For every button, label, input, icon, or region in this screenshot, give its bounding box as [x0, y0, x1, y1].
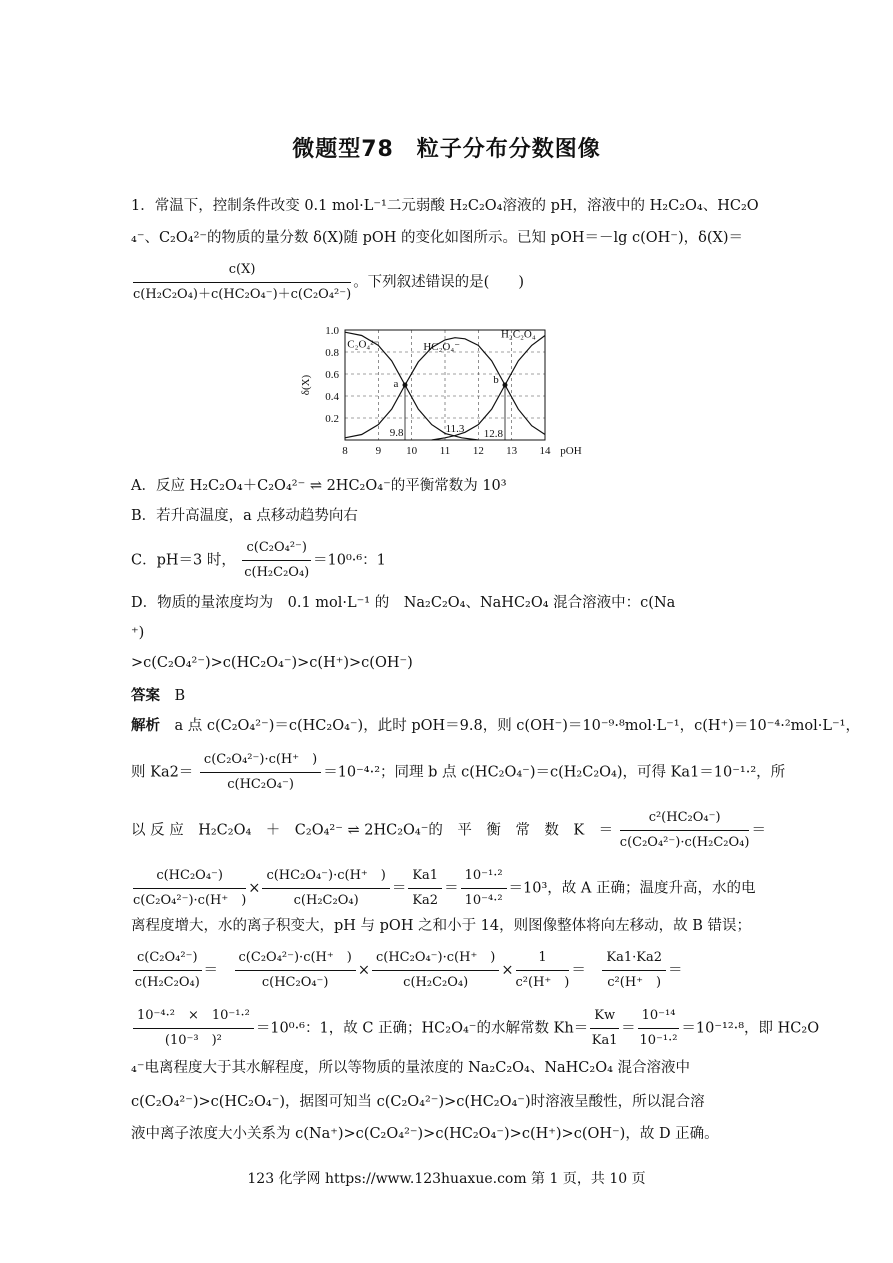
answer-label: 答案 — [131, 688, 160, 704]
analysis-text-1: a 点 c(C₂O₄²⁻)＝c(HC₂O₄⁻)，此时 pOH＝9.8，则 c(OH⁻)＝10⁻⁹·⁸mol·L⁻¹，c(H⁺)＝10⁻⁴·²mol·L⁻¹， — [174, 718, 860, 734]
option-c-suffix: ＝10⁰·⁶：1 — [313, 552, 386, 569]
analysis-line-5: 离程度增大，水的离子积变大，pH 与 pOH 之和小于 14，则图像整体将向左移动，故 B 错误； — [131, 918, 751, 934]
l7-f3-num: 10⁻¹⁴ — [638, 1006, 680, 1029]
equals-sign-2: ＝ — [444, 880, 459, 897]
y-tick-label: 0.8 — [325, 347, 339, 359]
l4-f2-den: c(H₂C₂O₄) — [293, 893, 359, 908]
x-tick-label: 12 — [472, 445, 484, 457]
l7-suffix: ＝10⁻¹²·⁸，即 HC₂O — [681, 1020, 820, 1037]
l4-suffix: ＝10³，故 A 正确；温度升高，水的电 — [508, 880, 756, 897]
x-tick-label: 10 — [406, 445, 418, 457]
annot-9-8: 9.8 — [389, 427, 404, 439]
k-prefix: 以 反 应 H₂C₂O₄ ＋ C₂O₄²⁻ ⇌ 2HC₂O₄⁻的 平 衡 常 数 K ＝ — [131, 822, 614, 839]
analysis-line-7 — [131, 1006, 819, 1051]
analysis-line-4 — [131, 866, 756, 911]
l6-eq-2: ＝ — [571, 962, 586, 979]
l4-frac-3 — [408, 866, 442, 911]
page-title: 微题型78 粒子分布分数图像 — [292, 137, 601, 162]
analysis-line-9: c(C₂O₄²⁻)>c(HC₂O₄⁻)，据图可知当 c(C₂O₄²⁻)>c(HC₂O₄⁻)时溶液呈酸性，所以混合溶 — [131, 1094, 705, 1110]
point-b-label: b — [493, 374, 499, 386]
l6-frac-1 — [133, 948, 202, 993]
option-d-line-3: >c(C₂O₄²⁻)>c(HC₂O₄⁻)>c(H⁺)>c(OH⁻) — [131, 655, 413, 671]
ka2-suffix: ＝10⁻⁴·²；同理 b 点 c(HC₂O₄⁻)＝c(H₂C₂O₄)，可得 Ka1＝10⁻¹·²，所 — [323, 764, 786, 781]
equals-sign: ＝ — [391, 880, 407, 897]
l6-f5-den: c²(H⁺ ) — [607, 975, 662, 990]
series-label-h2c2o4: H₂C₂O₄ — [500, 328, 536, 341]
l4-f1-den: c(C₂O₄²⁻)·c(H⁺ ) — [133, 893, 247, 908]
l4-f4-den: 10⁻⁴·² — [464, 893, 503, 908]
answer — [131, 686, 185, 706]
y-tick-label: 0.2 — [325, 413, 339, 425]
y-tick-label: 1.0 — [325, 325, 339, 337]
option-d-line-2: ⁺) — [131, 625, 145, 641]
delta-denominator: c(H₂C₂O₄)＋c(HC₂O₄⁻)＋c(C₂O₄²⁻) — [133, 287, 352, 302]
times-sign: × — [248, 880, 261, 897]
option-d-line-1: D．物质的量浓度均为 0.1 mol·L⁻¹ 的 Na₂C₂O₄、NaHC₂O₄ 混合溶液中：c(Na — [131, 595, 676, 611]
l6-frac-4 — [516, 948, 570, 993]
analysis-label: 解析 — [131, 718, 160, 734]
delta-fraction — [133, 260, 351, 305]
l6-eq-1: ＝ — [203, 962, 219, 979]
l6-frac-3 — [372, 948, 499, 993]
k-fraction — [620, 808, 750, 853]
x-axis-label: pOH — [560, 445, 582, 457]
l4-f2-num: c(HC₂O₄⁻)·c(H⁺ ) — [262, 866, 389, 889]
x-tick-label: 13 — [506, 445, 518, 457]
l6-f1-den: c(H₂C₂O₄) — [134, 975, 200, 990]
k-num: c²(HC₂O₄⁻) — [620, 808, 750, 831]
analysis-line-8: ₄⁻电离程度大于其水解程度，所以等物质的量浓度的 Na₂C₂O₄、NaHC₂O₄ 混合溶液中 — [131, 1060, 691, 1076]
l6-f2-num: c(C₂O₄²⁻)·c(H⁺ ) — [235, 948, 356, 971]
point-a-label: a — [393, 378, 399, 390]
l6-f2-den: c(HC₂O₄⁻) — [261, 975, 329, 990]
ka2-den: c(HC₂O₄⁻) — [227, 777, 294, 792]
option-c-fraction — [242, 538, 311, 583]
l6-f4-num: 1 — [516, 948, 570, 971]
question-line-3 — [131, 260, 524, 305]
l6-times-1: × — [357, 962, 370, 979]
answer-value: B — [174, 688, 186, 704]
x-tick-label: 11 — [439, 445, 451, 457]
l6-f1-num: c(C₂O₄²⁻) — [133, 948, 202, 971]
l6-times-2: × — [501, 962, 514, 979]
l7-eq: ＝ — [621, 1020, 636, 1037]
option-c — [131, 538, 386, 583]
y-tick-label: 0.6 — [325, 369, 339, 381]
analysis-line-6 — [131, 948, 682, 993]
question-line-1: 1．常温下，控制条件改变 0.1 mol·L⁻¹二元弱酸 H₂C₂O₄溶液的 pH，溶液中的 H₂C₂O₄、HC₂O — [131, 198, 759, 214]
l7-mid: ＝10⁰·⁶：1，故 C 正确；HC₂O₄⁻的水解常数 Kh＝ — [255, 1020, 589, 1037]
annot-11-3: 11.3 — [445, 423, 465, 435]
ka2-prefix: 则 Ka2＝ — [131, 764, 194, 781]
series-label-c2o4: C₂O₄²⁻ — [347, 338, 380, 351]
delta-numerator: c(X) — [133, 260, 351, 283]
option-a: A．反应 H₂C₂O₄＋C₂O₄²⁻ ⇌ 2HC₂O₄⁻的平衡常数为 10³ — [131, 478, 507, 494]
l6-f5-num: Ka1·Ka2 — [602, 948, 666, 971]
l4-f3-num: Ka1 — [408, 866, 442, 889]
l4-frac-1 — [133, 866, 246, 911]
ka2-num: c(C₂O₄²⁻)·c(H⁺ ) — [200, 750, 321, 773]
l7-f3-den: 10⁻¹·² — [639, 1033, 678, 1048]
analysis-line-1 — [131, 716, 860, 736]
option-c-prefix: C．pH＝3 时， — [131, 552, 236, 569]
l6-f3-num: c(HC₂O₄⁻)·c(H⁺ ) — [372, 948, 499, 971]
k-suffix: ＝ — [751, 822, 766, 839]
analysis-line-2 — [131, 750, 785, 795]
l4-frac-2 — [262, 866, 389, 911]
l7-f1-num: 10⁻⁴·² × 10⁻¹·² — [133, 1006, 254, 1029]
l7-frac-3 — [638, 1006, 680, 1051]
analysis-line-10: 液中离子浓度大小关系为 c(Na⁺)>c(C₂O₄²⁻)>c(HC₂O₄⁻)>c(H⁺)>c(OH⁻)，故 D 正确。 — [131, 1126, 719, 1142]
l6-f3-den: c(H₂C₂O₄) — [403, 975, 469, 990]
l4-f4-num: 10⁻¹·² — [461, 866, 507, 889]
y-axis-label: δ(X) — [300, 374, 312, 396]
l4-frac-4 — [461, 866, 507, 911]
x-tick-label: 14 — [539, 445, 551, 457]
l7-frac-2 — [590, 1006, 619, 1051]
option-c-num: c(C₂O₄²⁻) — [242, 538, 311, 561]
k-den: c(C₂O₄²⁻)·c(H₂C₂O₄) — [619, 835, 750, 850]
option-c-den: c(H₂C₂O₄) — [244, 565, 310, 580]
l4-f3-den: Ka2 — [412, 893, 439, 908]
question-tail: 。下列叙述错误的是( ) — [353, 274, 525, 291]
l6-frac-2 — [235, 948, 356, 993]
l7-f2-num: Kw — [590, 1006, 619, 1029]
l7-frac-1 — [133, 1006, 254, 1051]
y-tick-label: 0.4 — [325, 391, 339, 403]
option-b: B．若升高温度，a 点移动趋势向右 — [131, 508, 358, 524]
l6-f4-den: c²(H⁺ ) — [515, 975, 570, 990]
l4-f1-num: c(HC₂O₄⁻) — [133, 866, 246, 889]
x-tick-label: 8 — [342, 445, 348, 457]
x-tick-label: 9 — [375, 445, 382, 457]
distribution-chart — [295, 318, 595, 472]
l7-f2-den: Ka1 — [591, 1033, 618, 1048]
question-line-2: ₄⁻、C₂O₄²⁻的物质的量分数 δ(X)随 pOH 的变化如图所示。已知 pOH＝－lg c(OH⁻)，δ(X)＝ — [131, 230, 743, 246]
ka2-fraction — [200, 750, 321, 795]
page-footer: 123 化学网 https://www.123huaxue.com 第 1 页，共 10 页 — [247, 1171, 646, 1187]
analysis-line-3 — [131, 808, 766, 853]
annot-12-8: 12.8 — [483, 428, 503, 440]
l6-frac-5 — [602, 948, 666, 993]
l6-eq-3: ＝ — [667, 962, 683, 979]
series-label-hc2o4: HC₂O₄⁻ — [423, 340, 461, 353]
l7-f1-den: (10⁻³ )² — [164, 1033, 222, 1048]
chart-svg — [295, 318, 595, 468]
